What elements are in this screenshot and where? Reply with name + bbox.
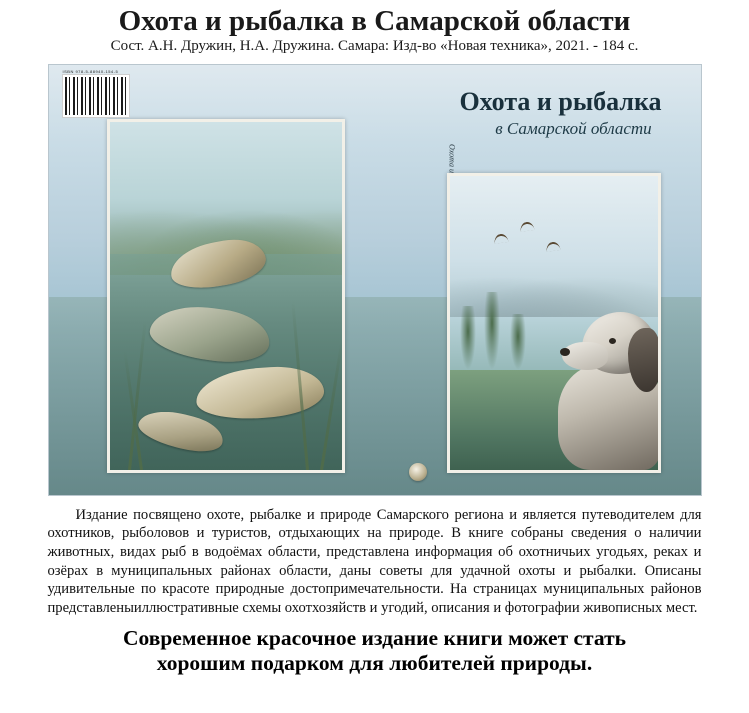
scrollbar-track[interactable] [745,6,749,713]
document-page [0,6,749,713]
dog-nose [560,348,570,356]
barcode-label: ISBN 978-5-88940-154-5 [62,68,119,74]
front-cover-title-line2: в Самарской области [495,118,652,138]
closing-statement [48,626,702,677]
closing-line-2: хорошим подарком для любителей природы. [156,651,593,676]
annotation-paragraph: Издание посвящено охоте, рыбалке и природе Самарского региона и является путеводителем для охотников, рыболовов и туристов, отдыхающих на природе. В книге собраны сведения о наличии животных, видах рыб в водоёмах области, представлена информация об охотничьих угодьях, реках и озёрах в муниципальных районах области, даны советы для удачной охоты и рыбалки. Описаны удивительные по красоте природные достопримечательности. На страницах муниципальных районов представленыиллюстративные схемы охотхозяйств и угодий, описания и фотографии живописных мест. [47,506,702,617]
bird-icon [519,221,534,232]
page-title: Охота и рыбалка в Самарской области [118,5,631,37]
publisher-emblem-icon [409,463,427,481]
dog-illustration [548,302,661,470]
front-cover-title-line1: Охота и рыбалка [459,86,662,116]
back-cover-illustration [107,119,345,473]
imprint-line: Сост. А.Н. Дружин, Н.А. Дружина. Самара: Изд-во «Новая техника», 2021. - 184 с. [110,38,639,55]
tree-shape [460,306,476,370]
bird-icon [545,241,560,252]
tree-shape [510,314,526,370]
dog-muzzle [562,342,608,370]
book-cover-image[interactable] [48,64,702,496]
barcode-icon [63,75,129,117]
dog-eye [609,338,616,344]
bird-icon [493,233,508,244]
closing-line-1: Современное красочное издание книги может стать [123,625,626,650]
front-cover-illustration [447,173,661,473]
front-cover-title [441,87,681,139]
tree-shape [484,292,500,370]
